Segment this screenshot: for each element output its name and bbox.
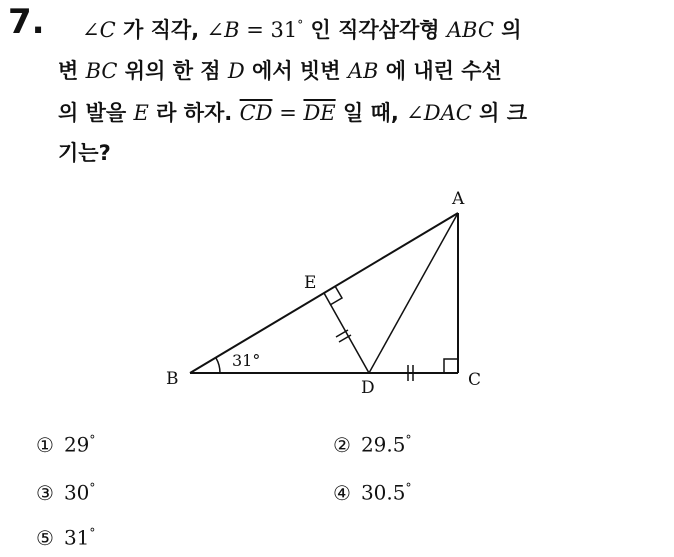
question-number: 7. [8, 2, 45, 42]
choice-2[interactable] [333, 426, 411, 459]
text-run: 의 발을 [58, 101, 134, 125]
angle-arc-b [216, 358, 220, 373]
choice-1[interactable] [36, 426, 95, 459]
choice-value: 30.5 [360, 480, 406, 505]
angle-label-b: 31° [232, 351, 261, 370]
choice-value: 29.5 [360, 432, 406, 457]
triangle-figure [150, 180, 500, 405]
right-angle-mark-c [444, 359, 458, 373]
choice-value: 31 [63, 525, 90, 550]
segment-ad [369, 213, 458, 373]
text-run: 일 때, [335, 101, 407, 125]
angle-symbol: ∠ [82, 18, 100, 42]
degree-symbol: ° [89, 481, 96, 495]
segment-cd: $\overline{CD}$ [239, 101, 273, 125]
math-var: ABC [446, 18, 494, 42]
choice-mark: ① [36, 432, 54, 457]
choice-mark: ③ [36, 480, 54, 505]
text-run: 에 내린 수선 [378, 59, 502, 83]
text-run: 가 직각, [115, 18, 207, 42]
choice-4[interactable] [333, 474, 411, 507]
choice-mark: ⑤ [36, 525, 54, 550]
math-var: E [133, 101, 149, 125]
label-d: D [361, 378, 375, 398]
degree-symbol: ° [405, 481, 412, 495]
label-b: B [166, 369, 179, 389]
choice-5[interactable] [36, 519, 95, 552]
segment-de: $\overline{DE}$ [303, 101, 336, 125]
label-c: C [468, 370, 482, 390]
angle-symbol: ∠ [206, 18, 225, 42]
text-run: 변 [58, 59, 86, 83]
choice-value: 29 [63, 432, 90, 457]
math-var: B [224, 18, 240, 42]
math-var: DAC [423, 101, 472, 125]
math-var: BC [85, 59, 118, 83]
text-run: 위의 한 점 [117, 59, 228, 83]
question-text-line-4: 기는? [58, 141, 111, 165]
text-run: 의 크 [471, 101, 528, 125]
text-run: 의 [493, 18, 522, 42]
math-var: D [227, 59, 245, 83]
question-text-line-2 [58, 56, 502, 86]
math-var: AB [347, 59, 379, 83]
degree-symbol: ° [297, 18, 304, 32]
choice-mark: ② [333, 432, 351, 457]
label-e: E [304, 273, 317, 293]
choice-mark: ④ [333, 480, 351, 505]
degree-symbol: ° [405, 433, 412, 447]
degree-symbol: ° [89, 433, 96, 447]
degree-symbol: ° [89, 526, 96, 540]
text-run: 에서 빗변 [244, 59, 348, 83]
question-text-line-3 [58, 98, 527, 128]
choice-value: 30 [63, 480, 90, 505]
text-run: 라 하자. [148, 101, 240, 125]
text-run: 인 직각삼각형 [303, 18, 447, 42]
math-equals: = [272, 101, 304, 125]
angle-symbol: ∠ [406, 101, 424, 125]
math-var: C [99, 18, 116, 42]
math-equation: = 31 [239, 18, 298, 42]
label-a: A [452, 189, 465, 209]
choice-3[interactable] [36, 474, 95, 507]
question-text-line-1 [82, 10, 522, 45]
